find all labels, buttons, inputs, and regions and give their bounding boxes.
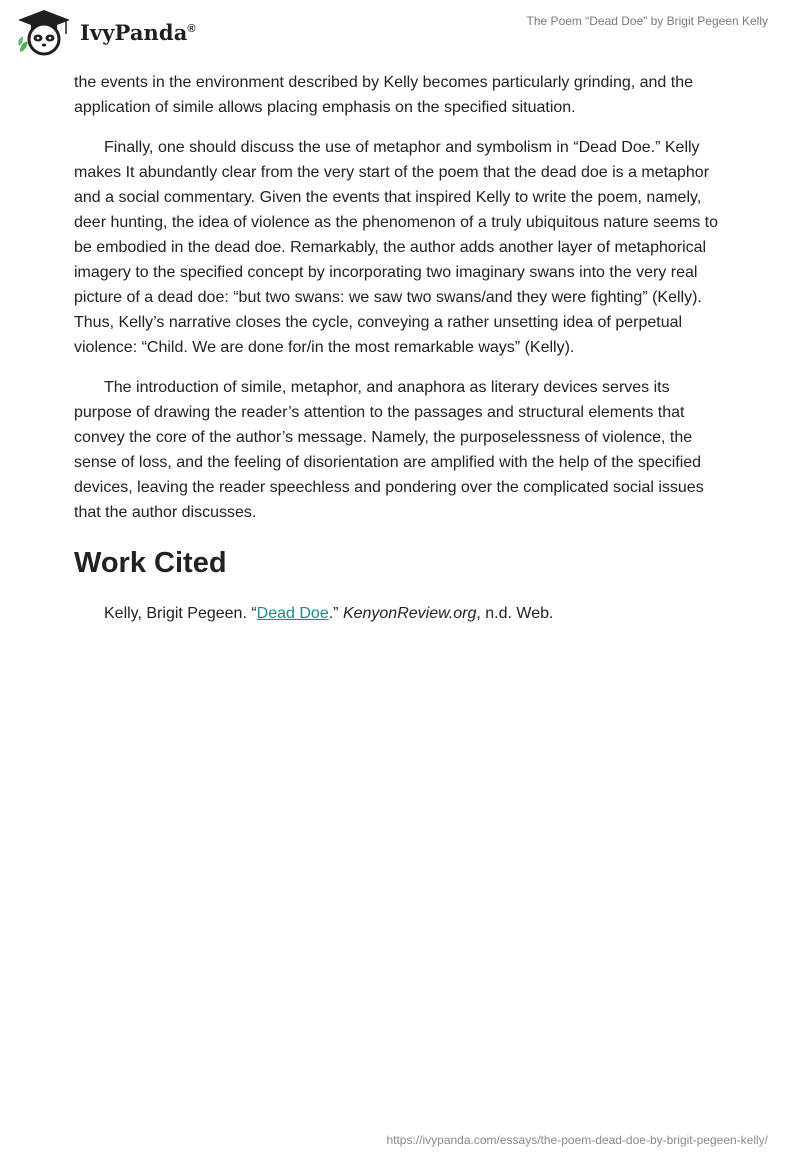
essay-content [74, 70, 724, 626]
paragraph: Finally, one should discuss the use of metaphor and symbolism in “Dead Doe.” Kelly makes It abundantly clear from the very start of the poem that the dead doe is a metaphor and a social commentary. Given the events that inspired Kelly to write the poem, namely, deer hunting, the idea of violence as the phenomenon of a truly ubiquitous nature seems to be embodied in the dead doe. Remarkably, the author adds another layer of metaphorical imagery to the specified concept by incorporating two imaginary swans into the very real picture of a dead doe: “but two swans: we saw two swans/and they were fighting” (Kelly). Thus, Kelly’s narrative closes the cycle, conveying a rather unsetting idea of perpetual violence: “Child. We are done for/in the most remarkable ways” (Kelly). [74, 139, 718, 356]
paragraph: The introduction of simile, metaphor, and anaphora as literary devices serves its purpose of drawing the reader’s attention to the passages and structural elements that convey the core of the author’s message. Namely, the purposelessness of violence, the sense of loss, and the feeling of disorientation are amplified with the help of the specified devices, leaving the reader speechless and pondering over the complicated social issues that the author discusses. [74, 379, 704, 521]
brand-logo[interactable] [14, 8, 196, 56]
citation-link[interactable]: Dead Doe [256, 605, 329, 622]
citation-entry: Kelly, Brigit Pegeen. “Dead Doe.” KenyonReview.org, n.d. Web. [104, 605, 554, 622]
page-header [0, 0, 800, 64]
citation-source: KenyonReview.org [342, 605, 477, 622]
brand-name: IvyPanda® [80, 19, 196, 45]
paragraph: the events in the environment described by Kelly becomes particularly grinding, and the application of simile allows placing emphasis on the specified situation. [74, 74, 694, 116]
footer-url: https://ivypanda.com/essays/the-poem-dead-doe-by-brigit-pegeen-kelly/ [386, 1133, 768, 1147]
panda-logo-icon [14, 8, 74, 56]
document-title: The Poem “Dead Doe” by Brigit Pegeen Kelly [526, 14, 768, 28]
works-cited-heading: Work Cited [74, 547, 227, 579]
